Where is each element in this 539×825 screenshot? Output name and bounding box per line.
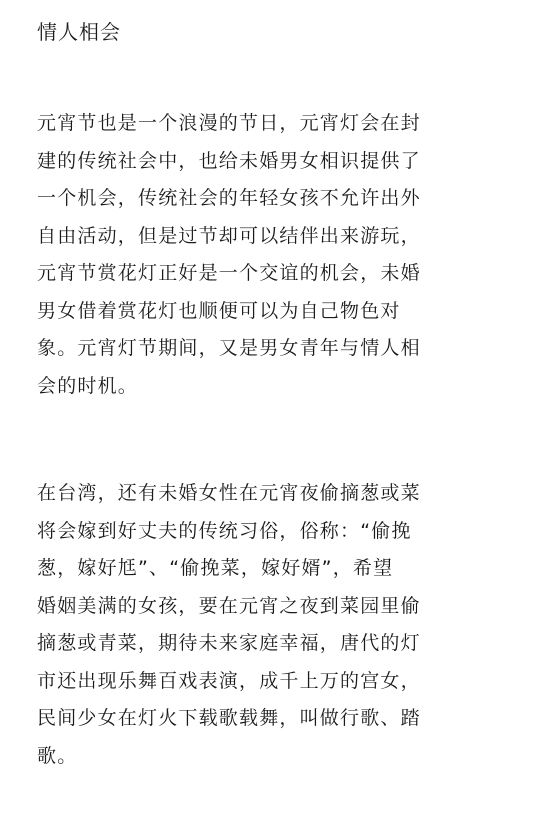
text-line: 建的传统社会中，也给未婚男女相识提供了: [37, 149, 421, 172]
text-line: 婚姻美满的女孩，要在元宵之夜到菜园里偷: [37, 594, 421, 617]
text-line: 象。元宵灯节期间，又是男女青年与情人相: [37, 337, 421, 359]
text-line: 会的时机。: [37, 374, 139, 397]
text-line: 摘葱或青菜，期待未来家庭幸福，唐代的灯: [37, 632, 421, 654]
text-line: 民间少女在灯火下载歌载舞，叫做行歌、踏: [37, 707, 421, 729]
text-line: 在台湾，还有未婚女性在元宵夜偷摘葱或菜: [37, 482, 421, 504]
article-title: 情人相会: [37, 20, 121, 44]
paragraph-taiwan-custom: [37, 475, 509, 775]
paragraph-lantern-festival-romance: [37, 105, 509, 405]
text-line: 自由活动，但是过节却可以结伴出来游玩，: [37, 224, 421, 247]
text-line: 男女借着赏花灯也顺便可以为自己物色对: [37, 299, 401, 322]
text-line: 将会嫁到好丈夫的传统习俗，俗称：“偷挽: [37, 519, 412, 542]
text-line: 歌。: [37, 744, 78, 767]
text-line: 一个机会，传统社会的年轻女孩不允许出外: [37, 187, 421, 209]
text-line: 葱，嫁好尪”、“偷挽菜，嫁好婿”，希望: [37, 557, 394, 579]
text-line: 元宵节赏花灯正好是一个交谊的机会，未婚: [37, 262, 421, 284]
text-line: 元宵节也是一个浪漫的节日，元宵灯会在封: [37, 112, 421, 134]
text-line: 市还出现乐舞百戏表演，成千上万的宫女，: [37, 669, 421, 692]
